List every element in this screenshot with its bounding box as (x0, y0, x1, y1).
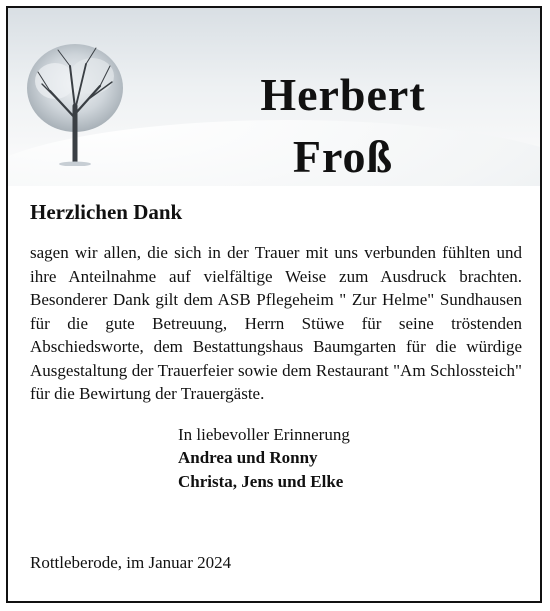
thanks-body: sagen wir allen, die sich in der Trauer mit uns verbunden fühlten und ihre Anteilnahme auf vielfältige Weise zum Ausdruck brachten. Besonderer Dank gilt dem ASB Pflegeheim " Zur Helme" Sundhausen für die gute Betreuung, Herrn Stüwe für seine tröstenden Abschiedsworte, dem Bestattungshaus Baumgarten für die würdige Ausgestaltung der Trauerfeier sowie dem Restaurant "Am Schlossteich" für die Bewirtung der Trauergäste. (30, 243, 522, 403)
winter-banner (8, 8, 540, 186)
signatory: Christa, Jens und Elke (178, 471, 344, 491)
obituary-card (6, 6, 542, 603)
deceased-last-name: Froß (292, 131, 394, 182)
frosted-tree-icon (20, 36, 130, 166)
message-content (30, 200, 522, 493)
closing-block (178, 423, 522, 494)
closing-line: In liebevoller Erinnerung (178, 424, 350, 444)
place-date: Rottleberode, im Januar 2024 (30, 553, 232, 572)
signatory: Andrea und Ronny (178, 448, 318, 467)
thanks-heading: Herzlichen Dank (30, 200, 183, 224)
deceased-first-name: Herbert (260, 69, 426, 120)
